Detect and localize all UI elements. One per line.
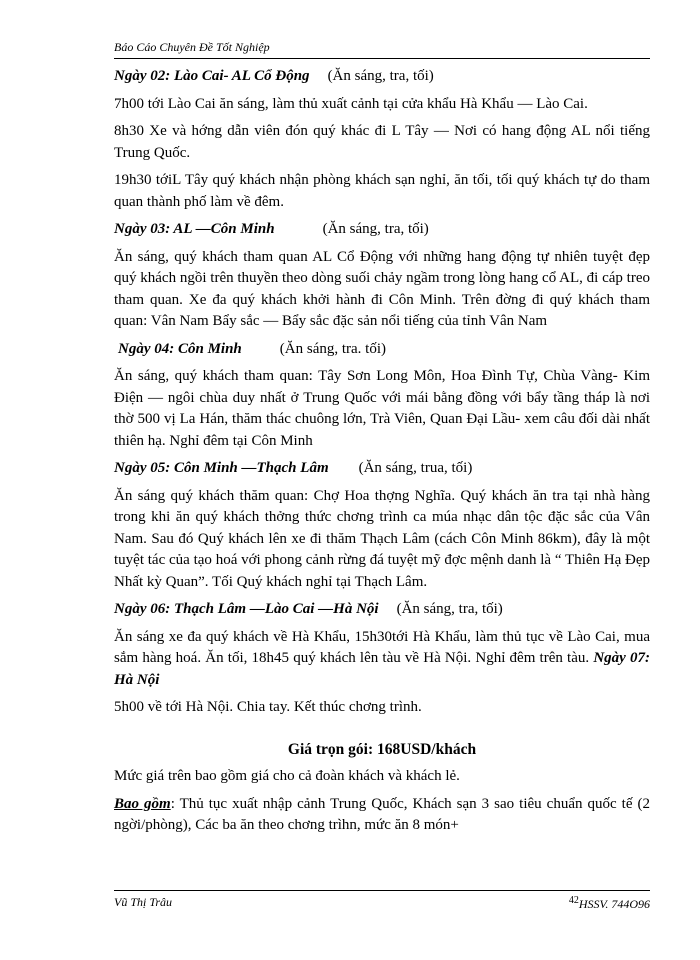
day-heading: Ngày 05: Côn Minh —Thạch Lâm (Ăn sáng, trua, tối) — [114, 460, 473, 476]
paragraph: Ăn sáng xe đa quý khách về Hà Khẩu, 15h30tới Hà Khẩu, làm thủ tục về Lào Cai, mua sắm hàng hoá. Ăn tối, 18h45 quý khách lên tàu về Hà Nội. Nghỉ đêm trên tàu. Ngày 07: Hà Nội — [114, 628, 650, 688]
footer-author: Vũ Thị Trâu — [114, 895, 173, 909]
document-body — [114, 66, 650, 843]
paragraph: 19h30 tớiL Tây quý khách nhận phòng khách sạn nghỉ, ăn tối, tối quý khách tự do tham quan thành phố làm về đêm. — [114, 172, 650, 210]
page-number: 42 — [568, 895, 579, 906]
student-id: HSSV. 744O96 — [578, 897, 650, 911]
paragraph: 7h00 tới Lào Cai ăn sáng, làm thủ xuất cảnh tại cửa khẩu Hà Khẩu — Lào Cai. — [114, 95, 588, 112]
day-heading-inline: Ngày 07: Hà Nội — [114, 650, 650, 688]
price-note: Mức giá trên bao gồm giá cho cả đoàn khách và khách lẻ. — [114, 768, 460, 784]
day-heading: Ngày 06: Thạch Lâm —Lào Cai —Hà Nội (Ăn sáng, tra, tối) — [114, 601, 503, 617]
day-heading: Ngày 04: Côn Minh (Ăn sáng, tra. tối) — [118, 340, 387, 357]
paragraph: Ăn sáng, quý khách tham quan: Tây Sơn Long Môn, Hoa Đình Tự, Chùa Vàng- Kim Điện — ngôi chùa duy nhất ở Trung Quốc với mái bằng đồng với bẩy tầng tháp là nơi thờ 500 vị La Hán, thăm thác chuông lớn, Trà Viên, Quan Đại Lầu- xem câu đối dài nhất thiên hạ. Nghỉ đêm tại Côn Minh — [114, 368, 650, 449]
paragraph: 8h30 Xe và hớng dẫn viên đón quý khác đi L Tây — Nơi có hang động AL nổi tiếng Trung Quốc. — [114, 123, 650, 161]
day-heading: Ngày 03: AL —Côn Minh (Ăn sáng, tra, tối) — [114, 221, 429, 237]
day-heading: Ngày 02: Lào Cai- AL Cổ Động (Ăn sáng, tra, tối) — [114, 68, 434, 84]
page-header — [114, 40, 650, 59]
includes-label: Bao gồm — [114, 795, 171, 812]
paragraph: Ăn sáng, quý khách tham quan AL Cổ Động với những hang động tự nhiên tuyệt đẹp quý khách ngồi trên thuyền theo dòng suối chảy ngầm trong lòng hang cổ AL, đi cáp treo tham quan. Xe đa quý khách khởi hành đi Côn Minh. Trên đờng đi quý khách tham quan: Vân Nam Bẩy sắc — Bẩy sắc đặc sản nổi tiếng của tỉnh Vân Nam — [114, 248, 650, 329]
includes-paragraph: Bao gồm: Thủ tục xuất nhập cảnh Trung Quốc, Khách sạn 3 sao tiêu chuẩn quốc tế (2 ngời/phòng), Các ba ăn theo chơng trìhn, mức ăn 8 món+ — [114, 795, 650, 833]
price-heading: Giá trọn gói: 168USD/khách — [287, 740, 477, 758]
header-title: Báo Cáo Chuyên Đề Tốt Nghiệp — [114, 40, 270, 54]
page-footer — [114, 890, 650, 912]
paragraph: Ăn sáng quý khách thăm quan: Chợ Hoa thợng Nghĩa. Quý khách ăn tra tại nhà hàng trong khi ăn quý khách thởng thức chơng trình ca múa nhạc dân tộc đặc sắc của Vân Nam. Sau đó Quý khách lên xe đi thăm Thạch Lâm (cách Côn Minh 86km), đây là một tuyệt tác của tạo hoá với phong cảnh rừng đá tuyệt mỹ đợc mệnh danh là “ Thiên Hạ Đẹp Nhất kỳ Quan”. Tối Quý khách nghỉ tại Thạch Lâm. — [114, 487, 650, 590]
paragraph: 5h00 về tới Hà Nội. Chia tay. Kết thúc chơng trình. — [114, 699, 422, 715]
